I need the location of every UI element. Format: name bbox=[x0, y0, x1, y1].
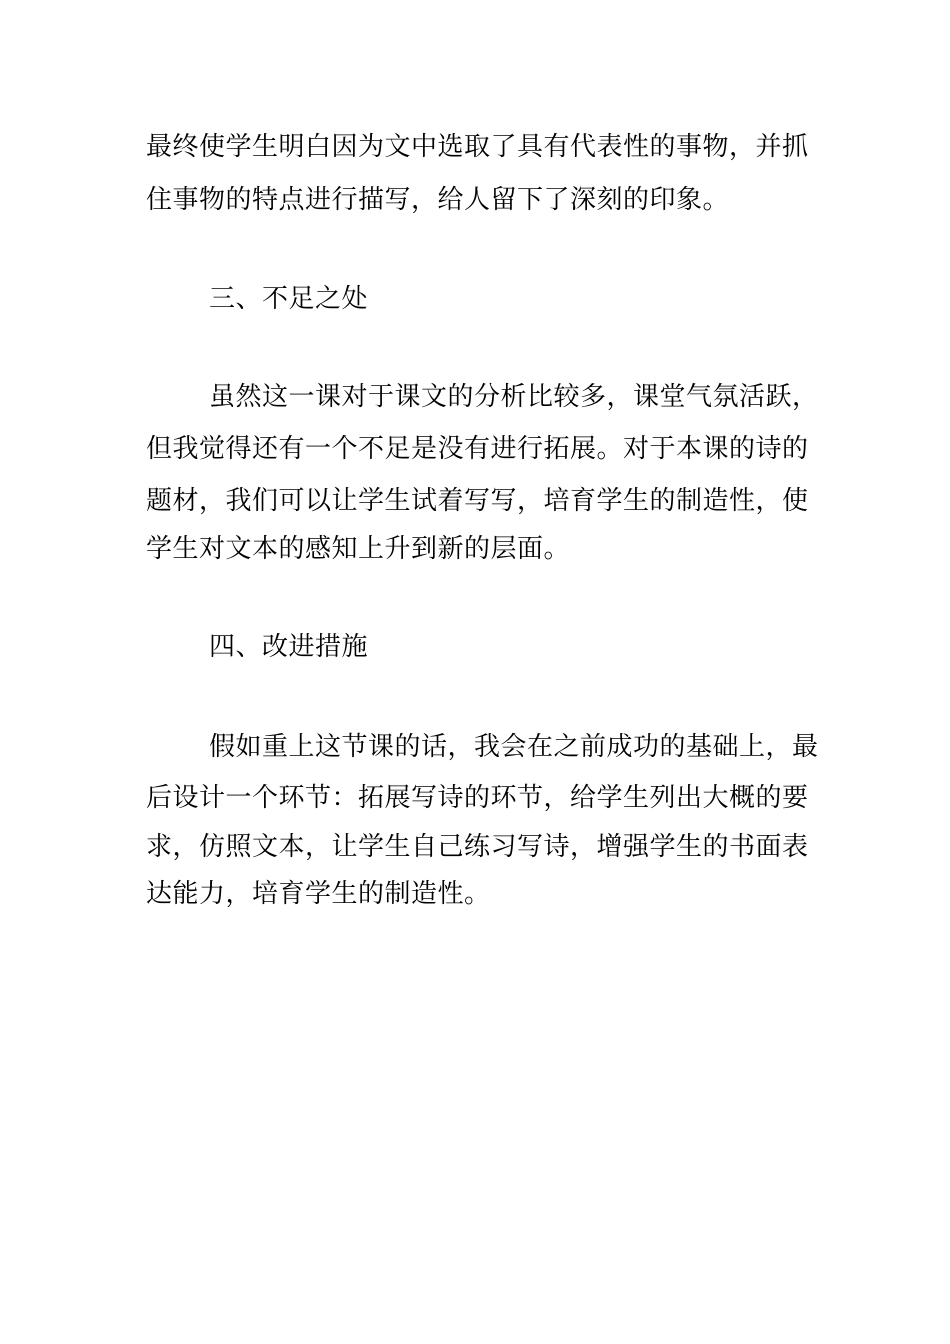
paragraph-line: 虽然这一课对于课文的分析比较多，课堂气氛活跃， bbox=[209, 382, 819, 412]
paragraph-line: 题材，我们可以让学生试着写写，培育学生的制造性，使 bbox=[146, 486, 809, 516]
paragraph-line: 达能力，培育学生的制造性。 bbox=[146, 879, 491, 909]
paragraph-line: 学生对文本的感知上升到新的层面。 bbox=[146, 534, 571, 564]
paragraph-line: 后设计一个环节：拓展写诗的环节，给学生列出大概的要 bbox=[146, 783, 809, 813]
section-heading-4: 四、改进措施 bbox=[209, 632, 369, 662]
paragraph-line: 住事物的特点进行描写，给人留下了深刻的印象。 bbox=[146, 185, 730, 215]
paragraph-line: 但我觉得还有一个不足是没有进行拓展。对于本课的诗的 bbox=[146, 434, 809, 464]
section-heading-3: 三、不足之处 bbox=[209, 284, 369, 314]
paragraph-line: 最终使学生明白因为文中选取了具有代表性的事物，并抓 bbox=[146, 132, 809, 162]
paragraph-line: 求，仿照文本，让学生自己练习写诗，增强学生的书面表 bbox=[146, 832, 809, 862]
paragraph-line: 假如重上这节课的话，我会在之前成功的基础上，最 bbox=[209, 732, 819, 762]
